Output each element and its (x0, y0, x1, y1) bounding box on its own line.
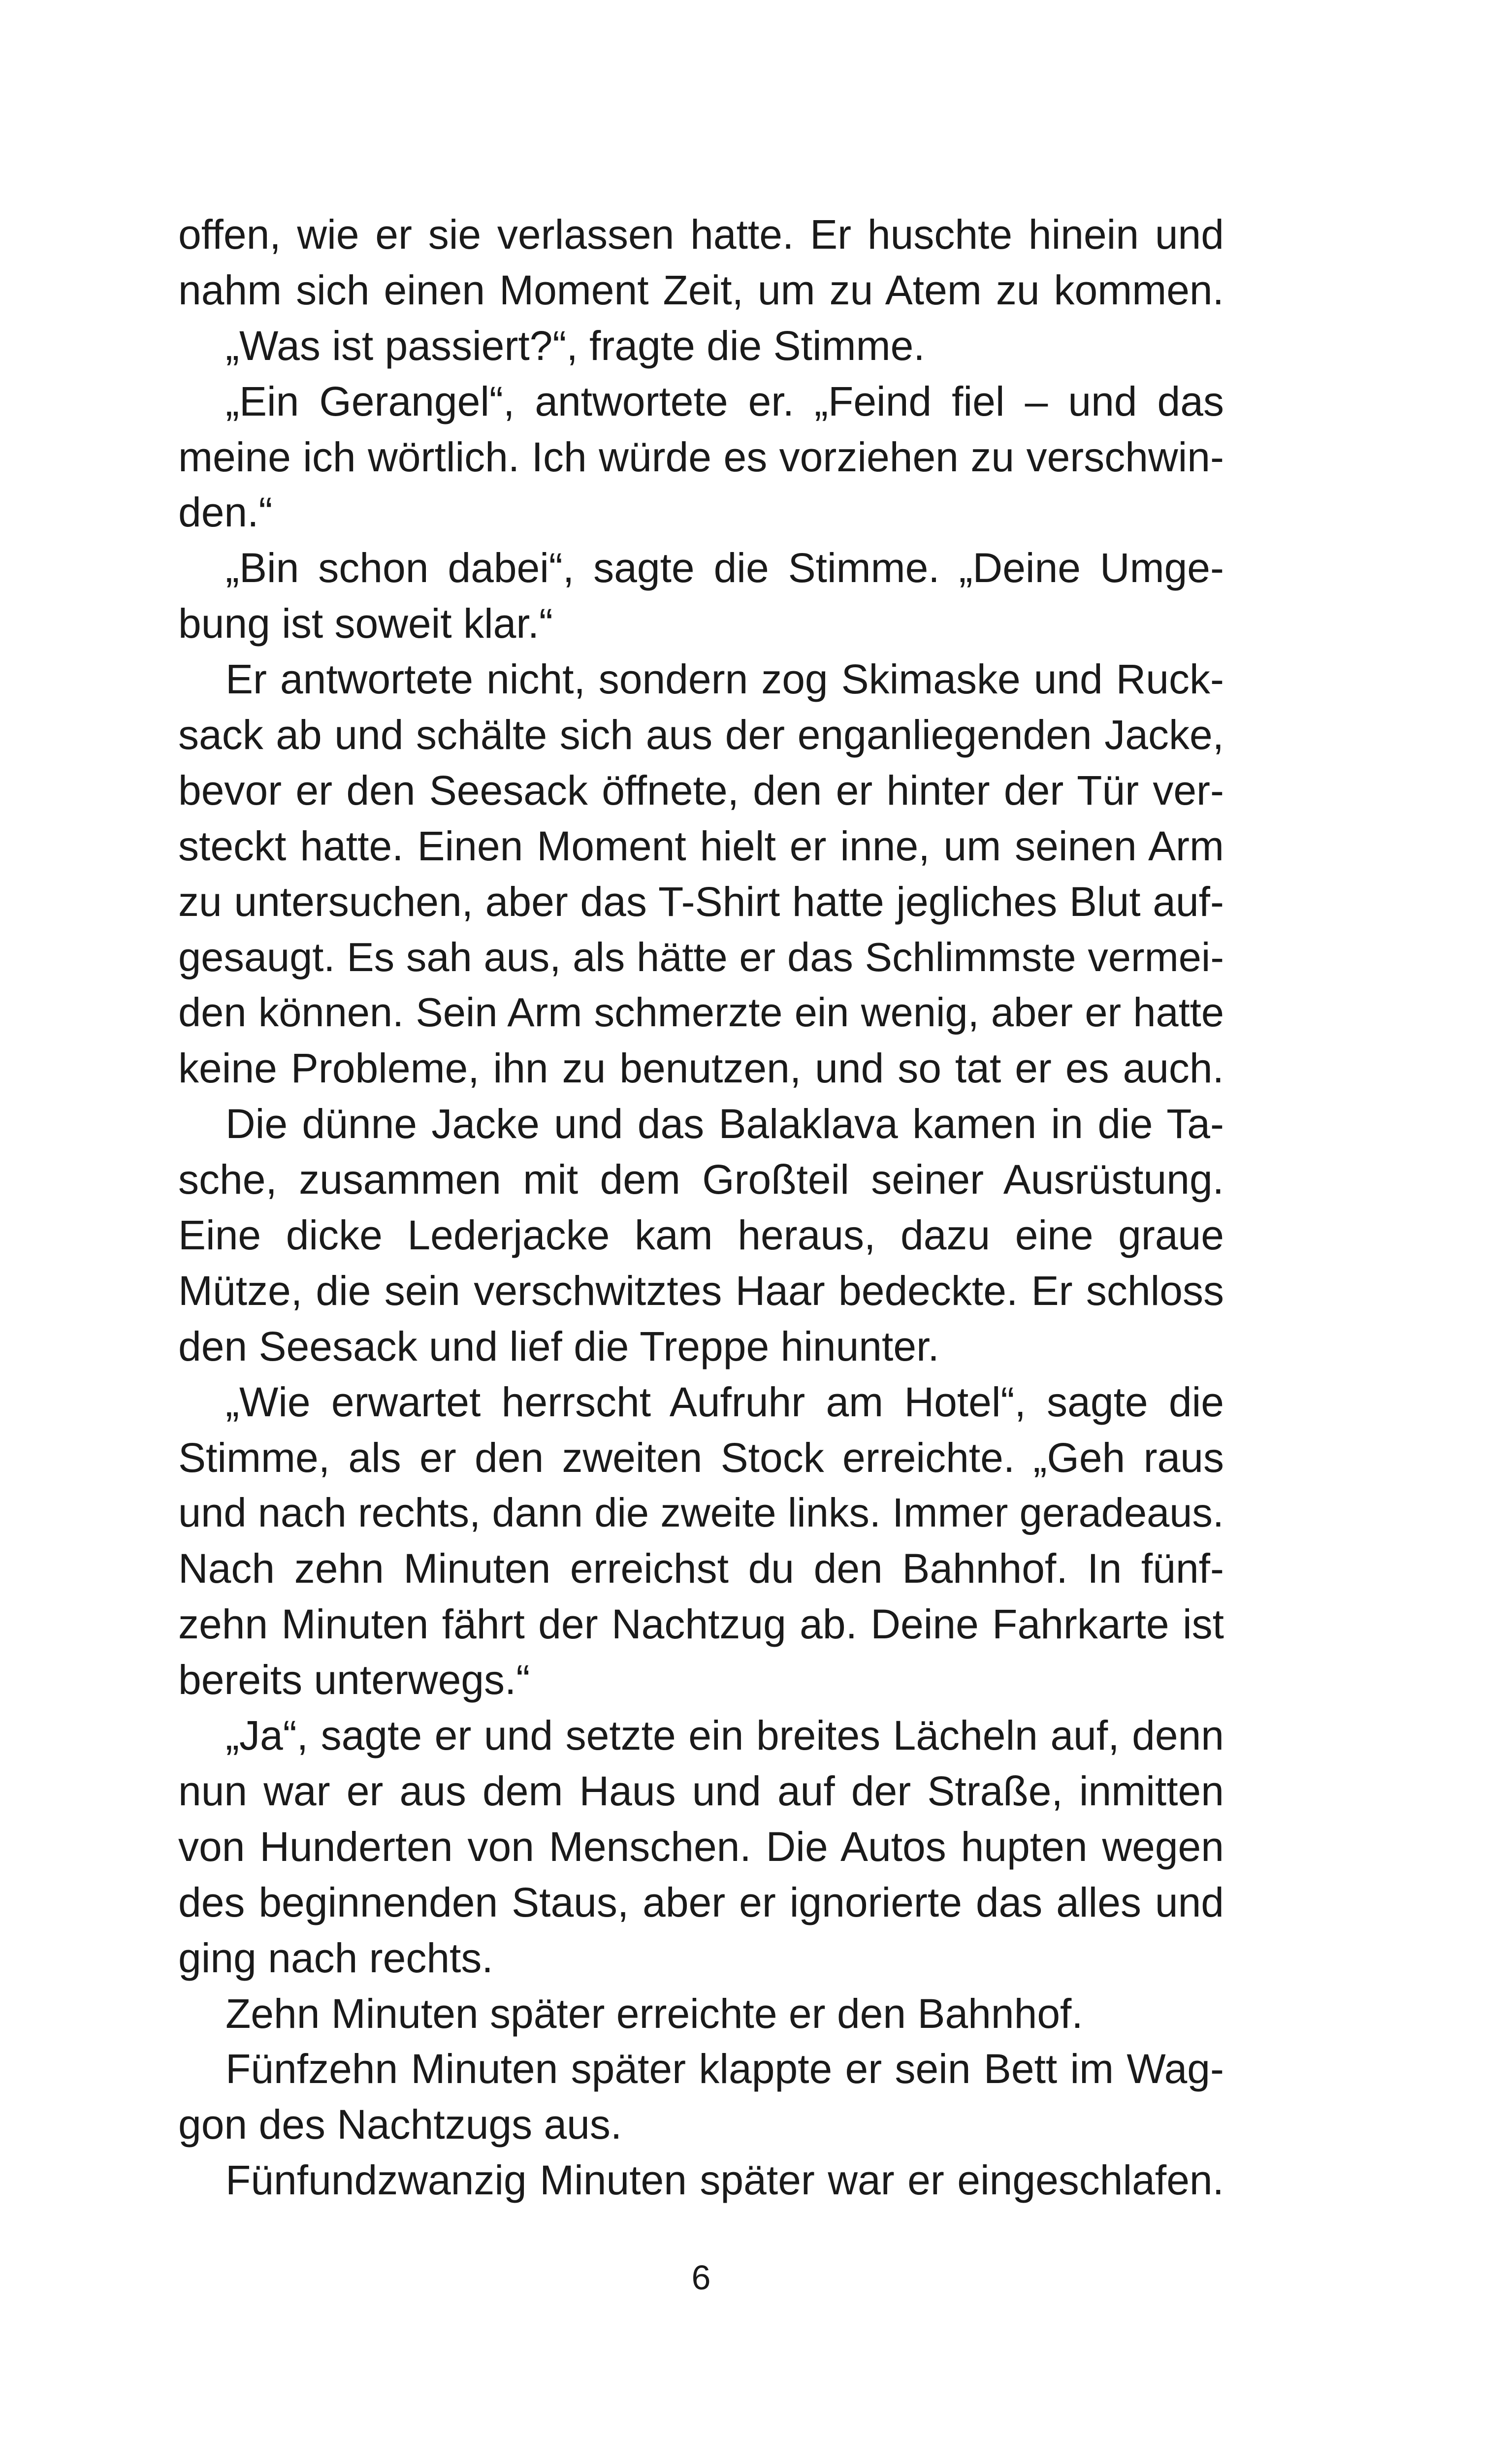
text-line: von Hunderten von Menschen. Die Autos hupten wegen (178, 1823, 1224, 1870)
page-number: 6 (691, 2258, 711, 2297)
text-line: Die dünne Jacke und das Balaklava kamen in die Ta- (225, 1101, 1224, 1147)
body-text (178, 207, 1224, 2208)
text-line: keine Probleme, ihn zu benutzen, und so tat er es auch. (178, 1045, 1224, 1092)
text-line: und nach rechts, dann die zweite links. Immer geradeaus. (178, 1490, 1224, 1536)
text-line: „Ein Gerangel“, antwortete er. „Feind fiel – und das (225, 378, 1224, 424)
text-line: offen, wie er sie verlassen hatte. Er huschte hinein und (178, 211, 1224, 258)
text-line: „Was ist passiert?“, fragte die Stimme. (225, 322, 925, 369)
text-line: sack ab und schälte sich aus der enganliegenden Jacke, (178, 712, 1224, 758)
text-line: zu untersuchen, aber das T-Shirt hatte jegliches Blut auf- (178, 878, 1224, 925)
text-line: Fünfzehn Minuten später klappte er sein Bett im Wag- (225, 2046, 1224, 2092)
text-line: den.“ (178, 489, 273, 536)
text-line: Stimme, als er den zweiten Stock erreichte. „Geh raus (178, 1434, 1224, 1481)
text-line: den können. Sein Arm schmerzte ein wenig, aber er hatte (178, 989, 1224, 1036)
text-line: Er antwortete nicht, sondern zog Skimaske und Ruck- (225, 656, 1224, 703)
text-line: bevor er den Seesack öffnete, den er hinter der Tür ver- (178, 767, 1224, 814)
text-line: „Wie erwartet herrscht Aufruhr am Hotel“, sagte die (225, 1378, 1224, 1425)
text-line: gesaugt. Es sah aus, als hätte er das Schlimmste vermei- (178, 934, 1224, 980)
text-line: Nach zehn Minuten erreichst du den Bahnhof. In fünf- (178, 1545, 1224, 1592)
text-line: „Bin schon dabei“, sagte die Stimme. „Deine Umge- (225, 545, 1224, 591)
text-line: steckt hatte. Einen Moment hielt er inne, um seinen Arm (178, 822, 1224, 869)
text-line: meine ich wörtlich. Ich würde es vorziehen zu verschwin- (178, 433, 1224, 480)
text-line: Eine dicke Lederjacke kam heraus, dazu eine graue (178, 1212, 1224, 1259)
text-line: den Seesack und lief die Treppe hinunter. (178, 1323, 939, 1369)
text-line: Fünfundzwanzig Minuten später war er eingeschlafen. (225, 2157, 1224, 2204)
text-line: des beginnenden Staus, aber er ignorierte das alles und (178, 1879, 1224, 1925)
text-line: zehn Minuten fährt der Nachtzug ab. Deine Fahrkarte ist (178, 1601, 1224, 1648)
text-line: nun war er aus dem Haus und auf der Straße, inmitten (178, 1767, 1224, 1814)
text-line: Zehn Minuten später erreichte er den Bahnhof. (225, 1990, 1083, 2037)
text-line: sche, zusammen mit dem Großteil seiner Ausrüstung. (178, 1156, 1224, 1203)
text-line: „Ja“, sagte er und setzte ein breites Lächeln auf, denn (225, 1712, 1224, 1759)
text-line: bung ist soweit klar.“ (178, 600, 553, 647)
text-line: bereits unterwegs.“ (178, 1657, 530, 1703)
text-line: ging nach rechts. (178, 1934, 493, 1981)
text-line: Mütze, die sein verschwitztes Haar bedeckte. Er schloss (178, 1267, 1224, 1314)
text-line: nahm sich einen Moment Zeit, um zu Atem zu kommen. (178, 266, 1224, 313)
text-line: gon des Nachtzugs aus. (178, 2101, 622, 2148)
